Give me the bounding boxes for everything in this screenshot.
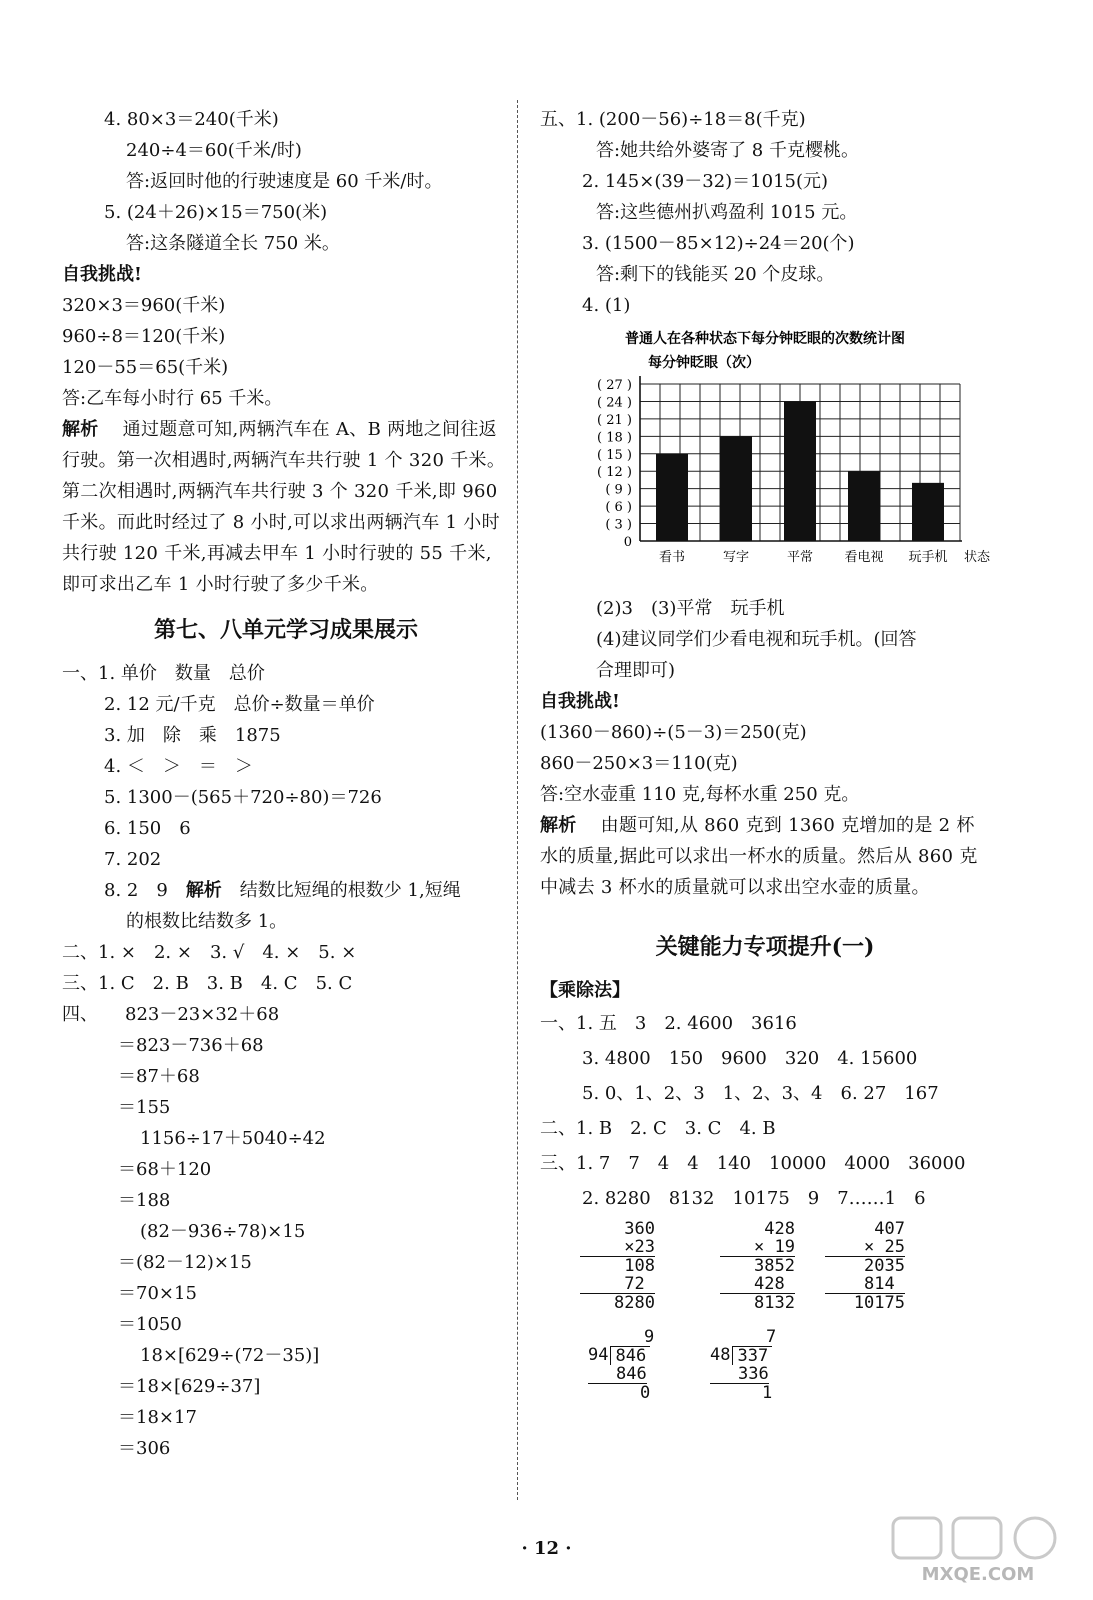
chart-xtick-label: 看电视: [844, 550, 884, 565]
answer-line: 320×3＝960(千米): [62, 295, 226, 316]
analysis-paragraph: [62, 414, 510, 600]
page-number: · 12 ·: [521, 1538, 572, 1559]
answer-line: 3. 4800 150 9600 320 4. 15600: [582, 1048, 918, 1069]
chart-ytick-label: ( 12 ): [597, 465, 632, 481]
division-remainder: 0: [640, 1383, 651, 1403]
answer-line: 三、1. C 2. B 3. B 4. C 5. C: [62, 973, 353, 994]
answer-line: 自我挑战!: [540, 691, 620, 712]
vertical-multiplication: [825, 1220, 905, 1312]
chart-bar: [720, 436, 752, 541]
answer-line: 5. 1300－(565＋720÷80)＝726: [104, 787, 382, 808]
vertical-multiplication: [720, 1220, 795, 1312]
answer-line: 860－250×3＝110(克): [540, 753, 738, 774]
calc-row: ×23: [580, 1238, 655, 1257]
answer-line: ＝(82－12)×15: [118, 1252, 252, 1273]
answer-line: 三、1. 7 7 4 4 140 10000 4000 36000: [540, 1153, 966, 1174]
answer-line: 4. 80×3＝240(千米): [104, 109, 279, 130]
calc-row: 814: [825, 1275, 905, 1294]
chart-bar: [784, 401, 816, 541]
calc-row: × 19: [720, 1238, 795, 1257]
answer-line: 4. ＜ ＞ ＝ ＞: [104, 756, 253, 777]
division-dividend: 846: [610, 1346, 650, 1365]
q8-continuation: 的根数比结数多 1。: [126, 911, 288, 932]
answers-block-5: [540, 104, 990, 321]
division-subtract: 336: [710, 1365, 769, 1384]
analysis-text: 通过题意可知,两辆汽车在 A、B 两地之间往返行驶。第一次相遇时,两辆汽车共行驶 1 个 320 千米。第二次相遇时,两辆汽车共行驶 3 个 320 千米,即 960 千米。而此时经过了 8 小时,可以求出两辆汽车 1 小时共行驶 120 千米,再减去甲车 1 小时行驶的 55 千米,即可求出乙车 1 小时行驶了多少千米。: [62, 419, 506, 595]
answer-line: (4)建议同学们少看电视和玩手机。(回答: [596, 629, 917, 650]
answer-line: 答:这条隧道全长 750 米。: [126, 233, 340, 254]
answer-line: 一、1. 单价 数量 总价: [62, 663, 265, 684]
answer-line: ＝1050: [118, 1314, 182, 1335]
answer-line: 3. (1500－85×12)÷24＝20(个): [582, 233, 855, 254]
answer-line: (1360－860)÷(5－3)＝250(克): [540, 722, 807, 743]
answer-line: 答:空水壶重 110 克,每杯水重 250 克。: [540, 784, 860, 805]
answer-line: 6. 150 6: [104, 818, 191, 839]
ability-answers: [540, 1006, 990, 1216]
watermark-logo: [883, 1514, 1073, 1586]
answer-line: ＝155: [118, 1097, 171, 1118]
chart-xtick-label: 看书: [658, 550, 686, 565]
chart-xtick-label: 玩手机: [908, 550, 948, 565]
q8-analysis-text: 结数比短绳的根数少 1,短绳: [221, 880, 461, 901]
unit-answers-2: [62, 937, 510, 1464]
calc-row: 72: [580, 1275, 655, 1294]
answer-line: 答:剩下的钱能买 20 个皮球。: [596, 264, 835, 285]
division-divisor: 94: [588, 1345, 609, 1365]
calc-row: 428: [764, 1219, 795, 1239]
calc-row: 8280: [614, 1293, 655, 1313]
chart-ytick-label: 0: [623, 535, 632, 550]
answer-line: ＝306: [118, 1438, 171, 1459]
answer-line: 120－55＝65(千米): [62, 357, 229, 378]
blink-bar-chart: [540, 329, 990, 587]
chart-ytick-label: ( 15 ): [597, 447, 632, 463]
answer-line: 答:返回时他的行驶速度是 60 千米/时。: [126, 171, 443, 192]
answer-line: ＝18×17: [118, 1407, 197, 1428]
chart-ytick-label: ( 6 ): [605, 500, 632, 516]
answer-line: 五、1. (200－56)÷18＝8(千克): [540, 109, 806, 130]
subsection-label: 【乘除法】: [540, 980, 630, 1001]
calc-row: 2035: [864, 1256, 905, 1276]
calc-row: 3852: [754, 1256, 795, 1276]
calc-row: 108: [624, 1256, 655, 1276]
answer-line: 18×[629÷(72－35)]: [140, 1345, 320, 1366]
watermark-text: MXQE.COM: [921, 1564, 1035, 1585]
answer-line: 一、1. 五 3 2. 4600 3616: [540, 1013, 797, 1034]
q8-line: [62, 875, 510, 906]
division-line: [588, 1346, 654, 1365]
q8-answer: 8. 2 9: [104, 880, 186, 901]
answer-line: ＝70×15: [118, 1283, 197, 1304]
answer-line: 7. 202: [104, 849, 162, 870]
chart-title: 普通人在各种状态下每分钟眨眼的次数统计图: [625, 331, 905, 347]
calc-row: 10175: [853, 1293, 905, 1313]
answer-line: 2. 145×(39－32)＝1015(元): [582, 171, 829, 192]
answer-line: 4. (1): [582, 295, 631, 316]
chart-ytick-label: ( 24 ): [597, 395, 632, 411]
answer-line: 二、1. × 2. × 3. √ 4. × 5. ×: [62, 942, 357, 963]
answer-line: 5. (24＋26)×15＝750(米): [104, 202, 328, 223]
answer-line: 960÷8＝120(千米): [62, 326, 226, 347]
long-division: [710, 1328, 776, 1402]
answer-line: ＝68＋120: [118, 1159, 212, 1180]
answer-line: 合理即可): [596, 660, 676, 681]
calc-row: 8132: [754, 1293, 795, 1313]
division-quotient: 9: [644, 1327, 655, 1347]
answer-line: ＝87＋68: [118, 1066, 200, 1087]
division-remainder: 1: [762, 1383, 773, 1403]
division-quotient: 7: [766, 1327, 777, 1347]
answer-line: 答:她共给外婆寄了 8 千克樱桃。: [596, 140, 859, 161]
answer-line: ＝823－736＋68: [118, 1035, 264, 1056]
chart-ytick-label: ( 21 ): [597, 412, 632, 428]
chart-ytick-label: ( 27 ): [597, 378, 632, 393]
chart-ytick-label: ( 18 ): [597, 430, 632, 446]
answers-after-chart: [540, 593, 990, 810]
section-heading: 关键能力专项提升(一): [655, 934, 875, 960]
answer-line: 二、1. B 2. C 3. C 4. B: [540, 1118, 776, 1139]
answer-line: ＝18×[629÷37]: [118, 1376, 261, 1397]
unit-heading: 第七、八单元学习成果展示: [153, 617, 418, 643]
chart-svg: [540, 329, 990, 587]
division-subtract: 846: [588, 1365, 647, 1384]
chart-bar: [656, 454, 688, 541]
calc-row: 407: [874, 1219, 905, 1239]
answer-line: 四、 823－23×32＋68: [62, 1004, 280, 1025]
answer-line: (2)3 (3)平常 玩手机: [596, 598, 785, 619]
vertical-multiplication: [580, 1220, 655, 1312]
column-divider: [517, 100, 518, 1500]
calc-row: 428: [720, 1275, 795, 1294]
division-divisor: 48: [710, 1345, 731, 1365]
answer-line: 5. 0、1、2、3 1、2、3、4 6. 27 167: [582, 1083, 939, 1104]
chart-ylabel: 每分钟眨眼（次）: [648, 355, 760, 371]
calc-row: 360: [624, 1219, 655, 1239]
division-dividend: 337: [732, 1346, 772, 1365]
chart-bar: [912, 483, 944, 541]
right-column: [540, 104, 990, 1410]
chart-bar: [848, 471, 880, 541]
answer-line: 1156÷17＋5040÷42: [140, 1128, 326, 1149]
calc-row: × 25: [825, 1238, 905, 1257]
answer-line: 3. 加 除 乘 1875: [104, 725, 281, 746]
answer-line: (82－936÷78)×15: [140, 1221, 306, 1242]
answer-line: 240÷4＝60(千米/时): [126, 140, 302, 161]
answer-line: 自我挑战!: [62, 264, 142, 285]
long-division: [588, 1328, 654, 1402]
analysis-label-right: 解析: [540, 815, 577, 836]
answer-line: 2. 8280 8132 10175 9 7……1 6: [582, 1188, 926, 1209]
answer-line: ＝188: [118, 1190, 171, 1211]
vertical-calculations: [540, 1220, 990, 1410]
answers-block-1: [62, 104, 510, 414]
analysis-paragraph-right: [540, 810, 990, 903]
chart-xlabel: 状态: [964, 550, 990, 565]
division-line: [710, 1346, 776, 1365]
chart-ytick-label: ( 3 ): [605, 517, 632, 533]
answer-line: 答:这些德州扒鸡盈利 1015 元。: [596, 202, 858, 223]
analysis-text-right: 由题可知,从 860 克到 1360 克增加的是 2 杯水的质量,据此可以求出一杯水的质量。然后从 860 克中减去 3 杯水的质量就可以求出空水壶的质量。: [540, 815, 978, 898]
chart-xtick-label: 写字: [722, 550, 750, 565]
answer-line: 2. 12 元/千克 总价÷数量＝单价: [104, 694, 375, 715]
analysis-label: 解析: [62, 419, 99, 440]
chart-ytick-label: ( 9 ): [605, 482, 632, 498]
left-column: [62, 104, 510, 1464]
q8-analysis-label: 解析: [185, 880, 222, 901]
answer-line: 答:乙车每小时行 65 千米。: [62, 388, 283, 409]
unit-answers: [62, 658, 510, 875]
chart-xtick-label: 平常: [786, 550, 814, 565]
